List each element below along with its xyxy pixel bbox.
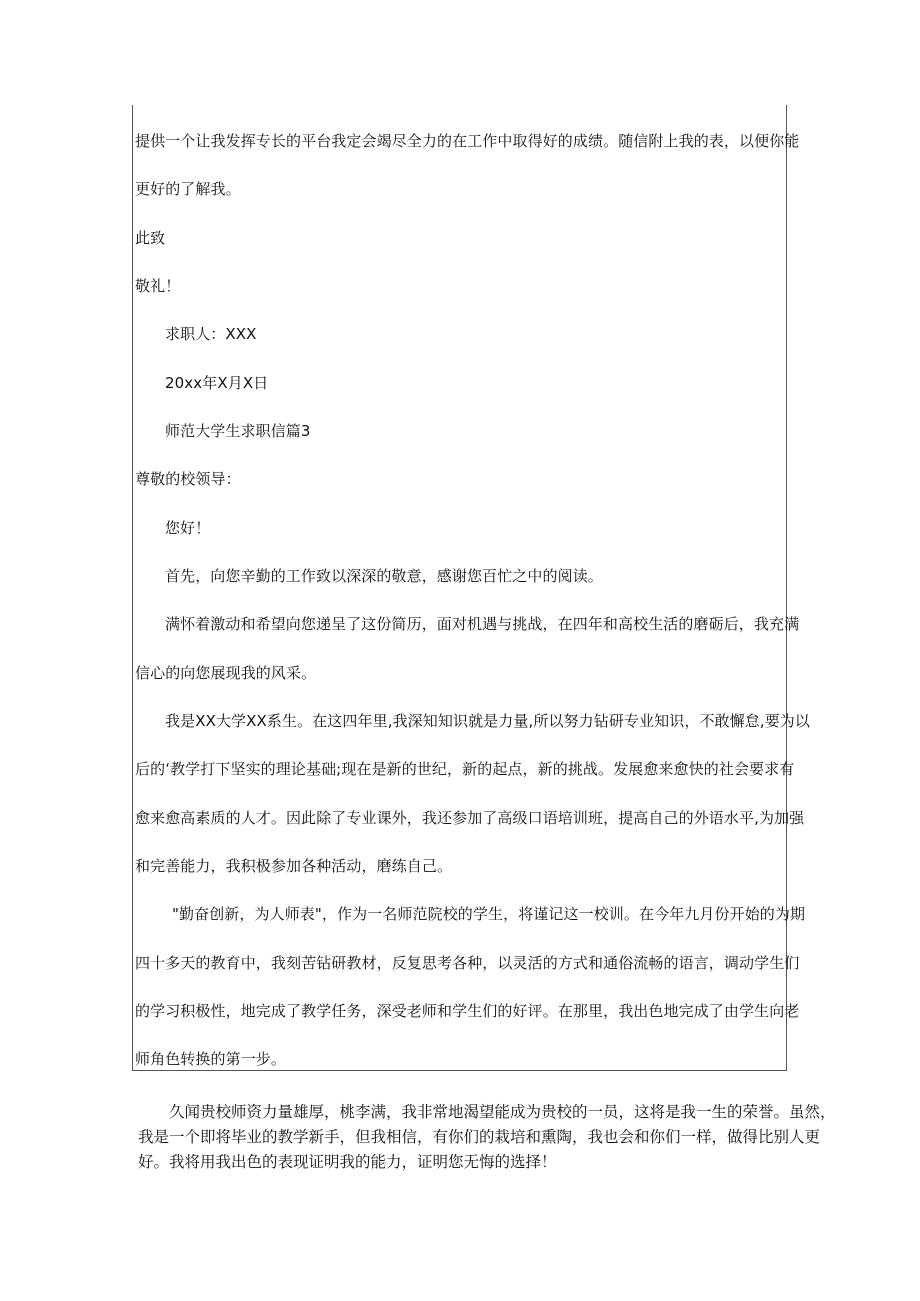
closing-line: 我是一个即将毕业的教学新手，但我相信，有你们的栽培和熏陶，我也会和你们一样，做得比别人更	[138, 1128, 821, 1146]
closing-paragraph	[138, 1100, 836, 1175]
letter-line: 首先，向您辛勤的工作致以深深的敬意，感谢您百忙之中的阅读。	[165, 567, 603, 585]
letter-line: 此致	[135, 229, 166, 247]
letter-line: 四十多天的教育中，我刻苦钻研教材，反复思考各种，以灵活的方式和通俗流畅的语言，调动学生们	[135, 954, 800, 972]
closing-line: 久闻贵校师资力量雄厚，桃李满，我非常地渴望能成为贵校的一员，这将是我一生的荣誉。虽然，	[169, 1103, 836, 1121]
letter-line: 和完善能力，我积极参加各种活动，磨练自己。	[135, 857, 453, 875]
letter-line: 提供一个让我发挥专长的平台我定会竭尽全力的在工作中取得好的成绩。随信附上我的表，以便你能	[135, 132, 800, 150]
letter-line: 愈来愈高素质的人才。因此除了专业课外，我还参加了高级口语培训班，提高自己的外语水平,为加强	[135, 809, 805, 827]
letter-line: 的学习积极性，地完成了教学任务，深受老师和学生们的好评。在那里，我出色地完成了由学生向老	[135, 1002, 800, 1020]
letter-line: 敬礼！	[135, 277, 181, 295]
letter-line: 后的‘教学打下坚实的理论基础;现在是新的世纪，新的起点，新的挑战。发展愈来愈快的社会要求有	[135, 760, 795, 778]
signature-name: 求职人：XXX	[165, 325, 257, 343]
closing-line: 好。我将用我出色的表现证明我的能力，证明您无悔的选择！	[138, 1153, 557, 1171]
letter-line: 我是XX大学XX系生。在这四年里,我深知知识就是力量,所以努力钻研专业知识，不敢懈怠,要为以	[165, 712, 811, 730]
letter-line: 更好的了解我。	[135, 180, 241, 198]
salutation: 尊敬的校领导：	[135, 470, 241, 488]
letter-line: 信心的向您展现我的风采。	[135, 664, 317, 682]
letter-frame	[132, 105, 787, 1071]
greeting: 您好！	[165, 519, 211, 537]
section-title: 师范大学生求职信篇3	[165, 422, 311, 440]
letter-line: 满怀着激动和希望向您递呈了这份简历，面对机遇与挑战，在四年和高校生活的磨砺后，我充满	[165, 615, 800, 633]
letter-line: "勤奋创新，为人师表"，作为一名师范院校的学生，将谨记这一校训。在今年九月份开始的为期	[172, 905, 806, 923]
letter-line: 师角色转换的第一步。	[135, 1050, 287, 1068]
signature-date: 20xx年X月X日	[165, 374, 269, 392]
